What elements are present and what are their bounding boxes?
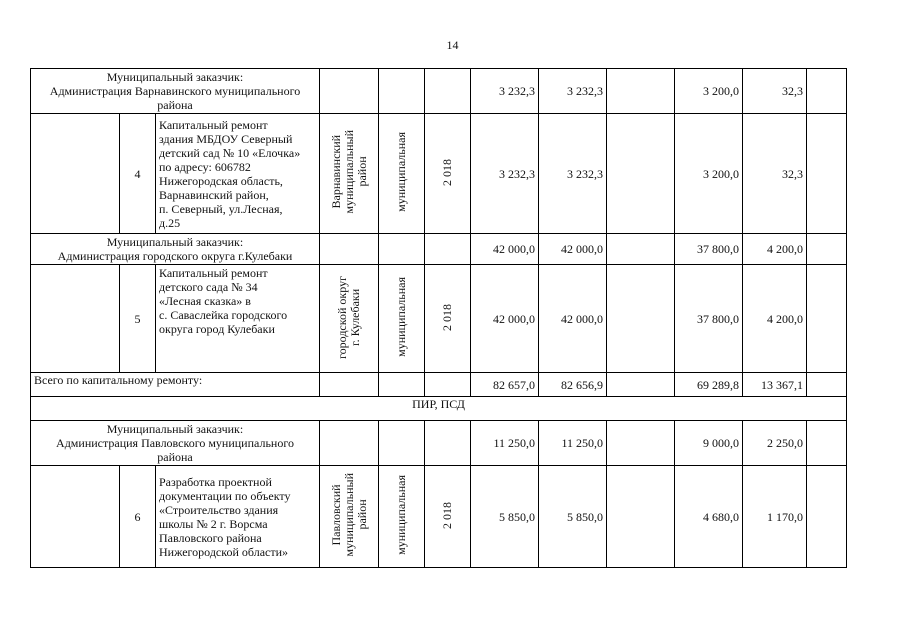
item-ownership: муниципальная xyxy=(394,277,408,357)
item-year: 2 018 xyxy=(440,158,454,186)
item-territory: Варнавинский муниципальный район xyxy=(328,130,369,214)
cell-c6: 11 250,0 xyxy=(471,421,539,466)
section-title: ПИР, ПСД xyxy=(31,397,847,421)
cell-c7: 3 232,3 xyxy=(539,69,607,114)
item-number: 5 xyxy=(120,265,156,373)
item-year: 2 018 xyxy=(440,501,454,529)
total-row xyxy=(31,373,847,397)
cell-c6: 82 657,0 xyxy=(471,373,539,397)
cell-c9: 3 200,0 xyxy=(675,114,743,234)
cell-c9: 3 200,0 xyxy=(675,69,743,114)
cell-c10: 2 250,0 xyxy=(743,421,807,466)
cell-c10: 13 367,1 xyxy=(743,373,807,397)
cell-c6: 3 232,3 xyxy=(471,114,539,234)
customer-label: Муниципальный заказчик: Администрация Павловского муниципального района xyxy=(56,422,294,464)
item-territory: Павловский муниципальный район xyxy=(328,473,369,557)
cell-c7: 11 250,0 xyxy=(539,421,607,466)
cell-c9: 9 000,0 xyxy=(675,421,743,466)
cell-c9: 37 800,0 xyxy=(675,265,743,373)
cell-c6: 3 232,3 xyxy=(471,69,539,114)
cell-c6: 5 850,0 xyxy=(471,466,539,568)
customer-row-kulebaki xyxy=(31,234,847,265)
section-row-pir xyxy=(31,397,847,421)
total-label: Всего по капитальному ремонту: xyxy=(31,373,320,397)
cell-c7: 82 656,9 xyxy=(539,373,607,397)
customer-label: Муниципальный заказчик: Администрация городского округа г.Кулебаки xyxy=(57,235,293,263)
cell-c9: 69 289,8 xyxy=(675,373,743,397)
item-territory: городской округ г. Кулебаки xyxy=(335,275,362,359)
item-description: Капитальный ремонт здания МБДОУ Северный детский сад № 10 «Елочка» по адресу: 606782 Нижегородская область, Варнавинский район, п. Северный, ул.Лесная, д.25 xyxy=(159,117,301,230)
cell-c7: 42 000,0 xyxy=(539,234,607,265)
item-description: Разработка проектной документации по объекту «Строительство здания школы № 2 г. Ворсма Павловского района Нижегородской области» xyxy=(159,474,291,559)
item-number: 4 xyxy=(120,114,156,234)
cell-c10: 4 200,0 xyxy=(743,234,807,265)
item-year: 2 018 xyxy=(440,303,454,331)
cell-c6: 42 000,0 xyxy=(471,265,539,373)
item-number: 6 xyxy=(120,466,156,568)
item-row-5 xyxy=(31,265,847,373)
cell-c10: 4 200,0 xyxy=(743,265,807,373)
customer-row-varnavino xyxy=(31,69,847,114)
cell-c10: 32,3 xyxy=(743,114,807,234)
cell-c7: 3 232,3 xyxy=(539,114,607,234)
cell-c9: 37 800,0 xyxy=(675,234,743,265)
capital-repair-table xyxy=(30,68,847,568)
cell-c9: 4 680,0 xyxy=(675,466,743,568)
item-ownership: муниципальная xyxy=(394,475,408,555)
cell-c7: 5 850,0 xyxy=(539,466,607,568)
item-ownership: муниципальная xyxy=(394,132,408,212)
customer-row-pavlovo xyxy=(31,421,847,466)
page-number: 14 xyxy=(446,38,459,52)
cell-c7: 42 000,0 xyxy=(539,265,607,373)
item-row-6 xyxy=(31,466,847,568)
item-row-4 xyxy=(31,114,847,234)
item-description: Капитальный ремонт детского сада № 34 «Лесная сказка» в с. Саваслейка городского округа город Кулебаки xyxy=(159,266,288,336)
customer-label: Муниципальный заказчик: Администрация Варнавинского муниципального района xyxy=(49,70,301,112)
cell-c6: 42 000,0 xyxy=(471,234,539,265)
cell-c10: 1 170,0 xyxy=(743,466,807,568)
cell-c10: 32,3 xyxy=(743,69,807,114)
